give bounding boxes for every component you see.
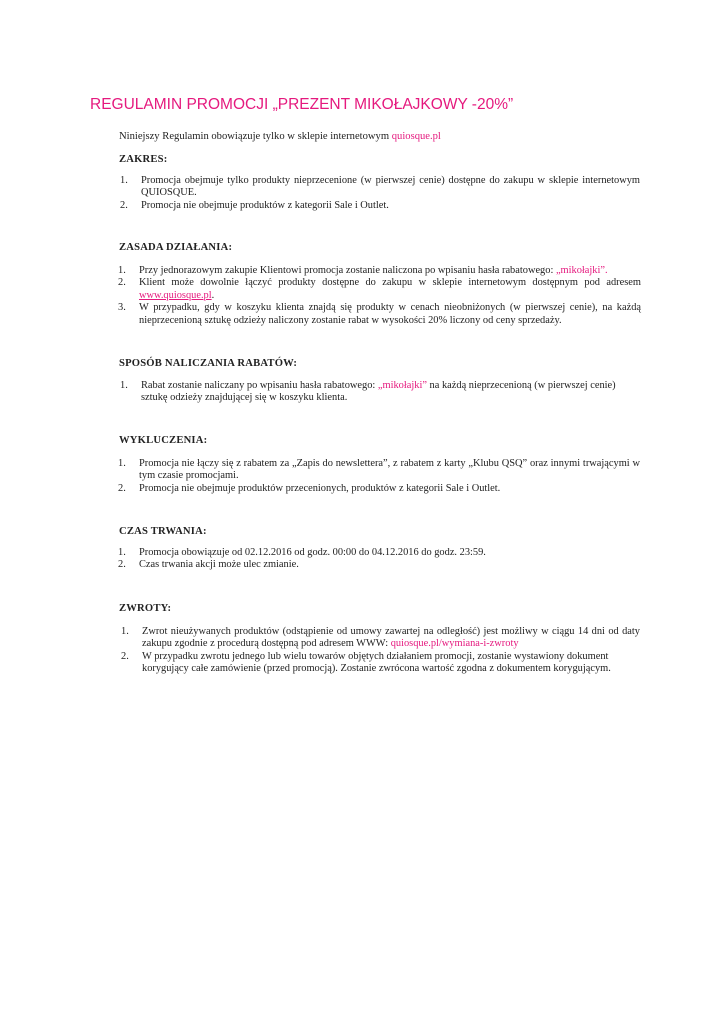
list-item-number: 2. bbox=[118, 482, 126, 494]
list-zakres bbox=[120, 175, 640, 212]
list-item-number: 1. bbox=[120, 175, 128, 186]
list-item-text: Promocja nie łączy się z rabatem za „Zapis do newslettera”, z rabatem z karty „Klubu QSQ” oraz innymi trwającymi w tym czasie promocjami. bbox=[139, 458, 640, 482]
heading-zasada-dzialania: ZASADA DZIAŁANIA: bbox=[119, 242, 233, 253]
list-item-text-after: . bbox=[211, 289, 215, 301]
list-item-text: Klient może dowolnie łączyć produkty dostępne do zakupu w sklepie internetowym dostępnym pod adresem bbox=[139, 277, 641, 289]
heading-sposob-naliczania: SPOSÓB NALICZANIA RABATÓW: bbox=[119, 358, 298, 369]
list-item-text: Zwrot nieużywanych produktów (odstąpienie od umowy zawartej na odległość) jest możliwy w ciągu 14 dni od daty zakupu zgodnie z procedurą dostępną pod adresem WWW: bbox=[142, 626, 640, 650]
list-item-number: 2. bbox=[118, 277, 126, 289]
list-zasada-dzialania bbox=[118, 265, 641, 327]
document-title: REGULAMIN PROMOCJI „PREZENT MIKOŁAJKOWY -20%” bbox=[90, 96, 514, 113]
list-item-text: Rabat zostanie naliczany po wpisaniu hasła rabatowego: bbox=[141, 380, 378, 391]
list-item bbox=[118, 302, 641, 327]
list-item bbox=[118, 559, 640, 571]
list-item-text: Przy jednorazowym zakupie Klientowi promocja zostanie naliczona po wpisaniu hasła rabatowego: bbox=[139, 265, 556, 276]
heading-wykluczenia: WYKLUCZENIA: bbox=[119, 435, 208, 446]
list-item-text: Czas trwania akcji może ulec zmianie. bbox=[139, 559, 299, 571]
list-item-number: 1. bbox=[118, 265, 126, 276]
list-item-number: 2. bbox=[118, 559, 126, 571]
returns-link[interactable]: quiosque.pl/wymiana-i-zwroty bbox=[390, 638, 519, 650]
list-item bbox=[120, 199, 640, 212]
discount-code: „mikołajki”. bbox=[555, 265, 608, 276]
discount-code: „mikołajki” bbox=[377, 380, 427, 391]
list-item bbox=[118, 265, 641, 277]
list-item bbox=[120, 175, 640, 200]
list-zwroty bbox=[121, 626, 640, 676]
list-item bbox=[118, 458, 640, 483]
list-wykluczenia bbox=[118, 458, 640, 495]
shop-link[interactable]: www.quiosque.pl bbox=[139, 289, 212, 301]
list-item bbox=[118, 547, 640, 559]
list-item bbox=[121, 650, 640, 676]
list-item bbox=[121, 626, 640, 651]
list-item bbox=[120, 380, 640, 405]
list-item-number: 2. bbox=[121, 650, 129, 662]
list-sposob-naliczania bbox=[120, 380, 640, 405]
intro-paragraph bbox=[119, 130, 659, 143]
list-item-text: W przypadku, gdy w koszyku klienta znajdą się produkty w cenach nieobniżonych (w pierwszej cenie), na każdą nieprzecenioną sztukę odzieży naliczony zostanie rabat w wysokości 20% liczony od ceny sprzedaży. bbox=[139, 302, 641, 326]
list-item bbox=[118, 482, 640, 495]
list-item-text: Promocja nie obejmuje produktów z kategorii Sale i Outlet. bbox=[141, 199, 389, 211]
list-item-text: Promocja obejmuje tylko produkty nieprzecenione (w pierwszej cenie) dostępne do zakupu w sklepie internetowym QUIOSQUE. bbox=[141, 175, 640, 199]
list-item-number: 1. bbox=[118, 547, 126, 558]
list-czas-trwania bbox=[118, 547, 640, 572]
list-item-text: Promocja obowiązuje od 02.12.2016 od godz. 00:00 do 04.12.2016 do godz. 23:59. bbox=[139, 547, 486, 558]
list-item bbox=[118, 277, 641, 302]
heading-zakres: ZAKRES: bbox=[119, 154, 168, 165]
list-item-number: 3. bbox=[118, 302, 126, 314]
list-item-text: W przypadku zwrotu jednego lub wielu towarów objętych działaniem promocji, zostanie wystawiony dokument korygujący całe zamówienie (przed promocją). Zostanie zwrócona wartość zgodna z dokumentem korygującym. bbox=[142, 650, 611, 675]
list-item-text: Promocja nie obejmuje produktów przecenionych, produktów z kategorii Sale i Outlet. bbox=[139, 482, 501, 494]
list-item-number: 1. bbox=[121, 626, 129, 637]
list-item-number: 1. bbox=[118, 458, 126, 469]
list-item-number: 2. bbox=[120, 199, 128, 211]
list-item-text-after: na każdą nieprzecenioną (w pierwszej cenie) sztukę odzieży znajdującej się w koszyku klienta. bbox=[141, 380, 616, 404]
intro-text: Niniejszy Regulamin obowiązuje tylko w sklepie internetowym bbox=[119, 131, 392, 142]
intro-shop-link[interactable]: quiosque.pl bbox=[391, 131, 441, 142]
list-item-number: 1. bbox=[120, 380, 128, 391]
heading-czas-trwania: CZAS TRWANIA: bbox=[119, 526, 207, 537]
heading-zwroty: ZWROTY: bbox=[119, 603, 172, 614]
